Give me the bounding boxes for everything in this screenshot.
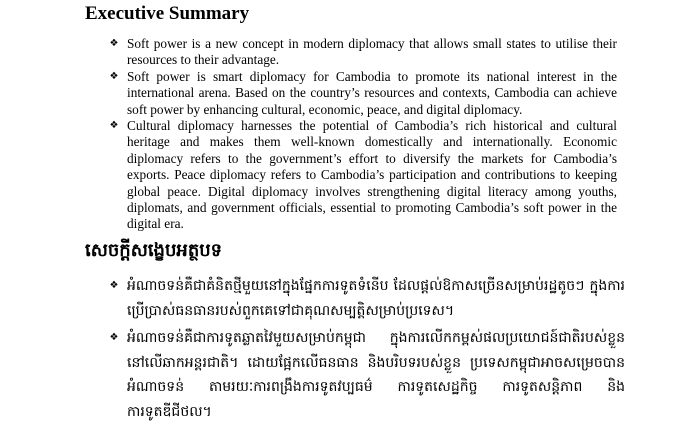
executive-summary-heading: Executive Summary [85, 3, 250, 24]
diamond-bullet-icon: ❖ [109, 280, 119, 291]
diamond-bullet-icon: ❖ [109, 120, 119, 132]
list-item [105, 118, 617, 233]
khmer-summary-list [105, 274, 625, 427]
list-item-text: អំណាចទន់គឺជាការទូតឆ្លាតវៃមួយសម្រាប់កម្ពុជា ក្នុងការលើកកម្ពស់ផលប្រយោជន៍ជាតិរបស់ខ្លួននៅលើឆាកអន្តរជាតិ។ ដោយផ្អែកលើធនធាន និងបរិបទរបស់ខ្លួន ប្រទេសកម្ពុជាអាចសម្រេចបានអំណាចទន់ តាមរយៈការពង្រឹងការទូតវប្បធម៌ ការទូតសេដ្ឋកិច្ច ការទូតសន្តិភាព និងការទូតឌីជីថល។ [127, 330, 625, 420]
diamond-bullet-icon: ❖ [109, 332, 119, 343]
diamond-bullet-icon: ❖ [109, 70, 119, 82]
list-item-text: Soft power is smart diplomacy for Cambodia to promote its national interest in the international arena. Based on the country’s resources and contexts, Cambodia can achieve soft power by enhancing cultural, economic, peace, and digital diplomacy. [127, 68, 617, 117]
list-item-text: អំណាចទន់គឺជាគំនិតថ្មីមួយនៅក្នុងផ្នែកការទូតទំនើប ដែលផ្តល់ឱកាសច្រើនសម្រាប់រដ្ឋតូចៗ ក្នុងការប្រើប្រាស់ធនធានរបស់ពួកគេទៅជាគុណសម្បត្តិសម្រាប់ប្រទេស។ [127, 278, 625, 319]
list-item-text: Cultural diplomacy harnesses the potential of Cambodia’s rich historical and cultural heritage and makes them well-known domestically and internationally. Economic diplomacy refers to the government’s effort to diversify the markets for Cambodia’s exports. Peace diplomacy refers to Cambodia’s participation and contributions to keeping global peace. Digital diplomacy involves strengthening digital literacy among youths, diplomats, and government officials, essential to promoting Cambodia’s soft power in the digital era. [127, 118, 617, 232]
list-item [105, 69, 617, 118]
list-item [105, 274, 625, 323]
list-item [105, 36, 617, 69]
list-item-text: Soft power is a new concept in modern diplomacy that allows small states to utilise their resources to their advantage. [127, 36, 617, 68]
diamond-bullet-icon: ❖ [109, 38, 119, 49]
executive-summary-list [105, 36, 617, 233]
list-item [105, 326, 625, 424]
khmer-summary-heading: សេចក្តីសង្ខេបអត្ថបទ [85, 240, 223, 261]
